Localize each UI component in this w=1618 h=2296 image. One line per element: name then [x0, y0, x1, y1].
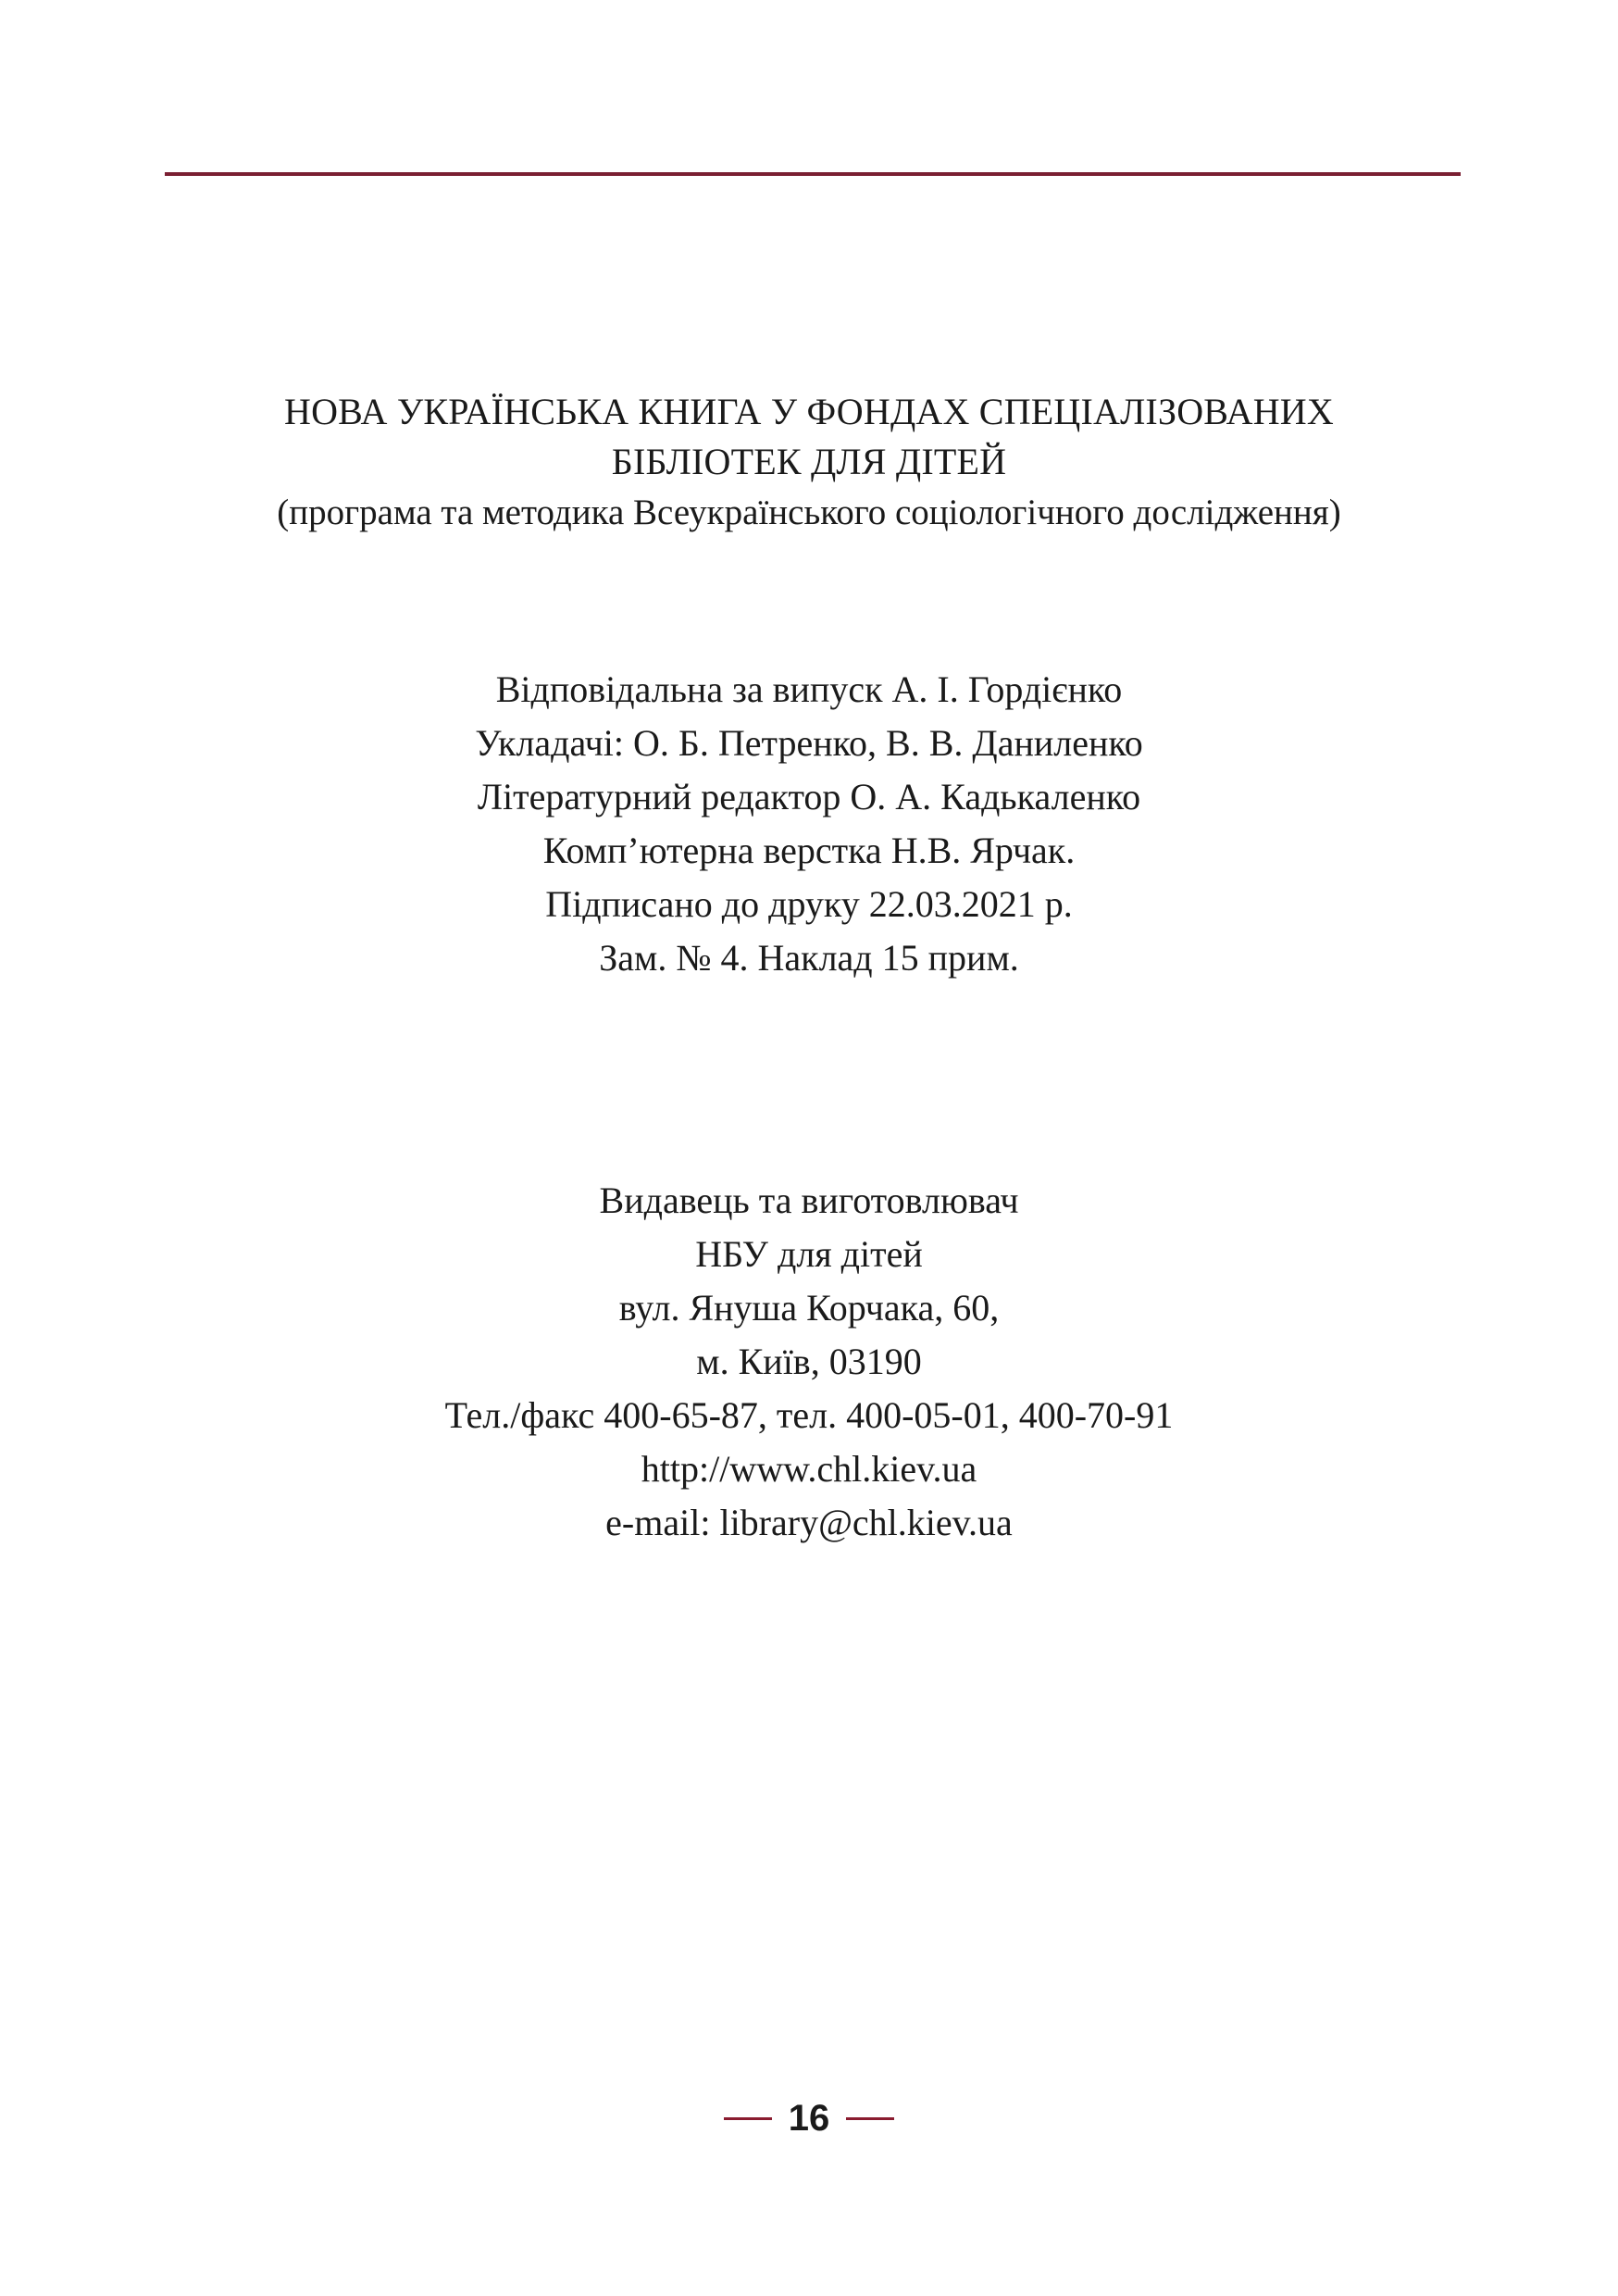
page-footer [0, 2096, 1618, 2140]
credit-compilers: Укладачі: О. Б. Петренко, В. В. Даниленко [475, 722, 1143, 764]
top-divider-rule [165, 172, 1461, 176]
publisher-phone: Тел./факс 400-65-87, тел. 400-05-01, 400-70-91 [444, 1394, 1174, 1436]
publisher-city: м. Київ, 03190 [696, 1341, 922, 1382]
publisher-heading: Видавець та виготовлювач [599, 1179, 1019, 1221]
credits-block [0, 663, 1618, 985]
title-line-1: НОВА УКРАЇНСЬКА КНИГА У ФОНДАХ СПЕЦІАЛІЗОВАНИХ [284, 391, 1334, 432]
credit-layout: Комп’ютерна верстка Н.В. Ярчак. [542, 830, 1076, 871]
footer-dash-left [724, 2117, 772, 2120]
publisher-website: http://www.chl.kiev.ua [641, 1448, 977, 1490]
page-number: 16 [788, 2098, 830, 2139]
subtitle: (програма та методика Всеукраїнського соціологічного дослідження) [277, 493, 1341, 532]
credit-signed-to-print: Підписано до друку 22.03.2021 р. [545, 883, 1073, 925]
credit-order-print-run: Зам. № 4. Наклад 15 прим. [599, 937, 1019, 979]
title-line-2: БІБЛІОТЕК ДЛЯ ДІТЕЙ [611, 441, 1007, 482]
footer-dash-right [846, 2117, 894, 2120]
title-block [0, 387, 1618, 539]
credit-literary-editor: Літературний редактор О. А. Кадькаленко [477, 776, 1141, 817]
publisher-block [0, 1174, 1618, 1550]
publisher-name: НБУ для дітей [695, 1233, 923, 1275]
publisher-email: e-mail: library@chl.kiev.ua [605, 1502, 1013, 1543]
publisher-street: вул. Януша Корчака, 60, [618, 1287, 1000, 1329]
credit-responsible: Відповідальна за випуск А. І. Гордієнко [495, 668, 1123, 710]
